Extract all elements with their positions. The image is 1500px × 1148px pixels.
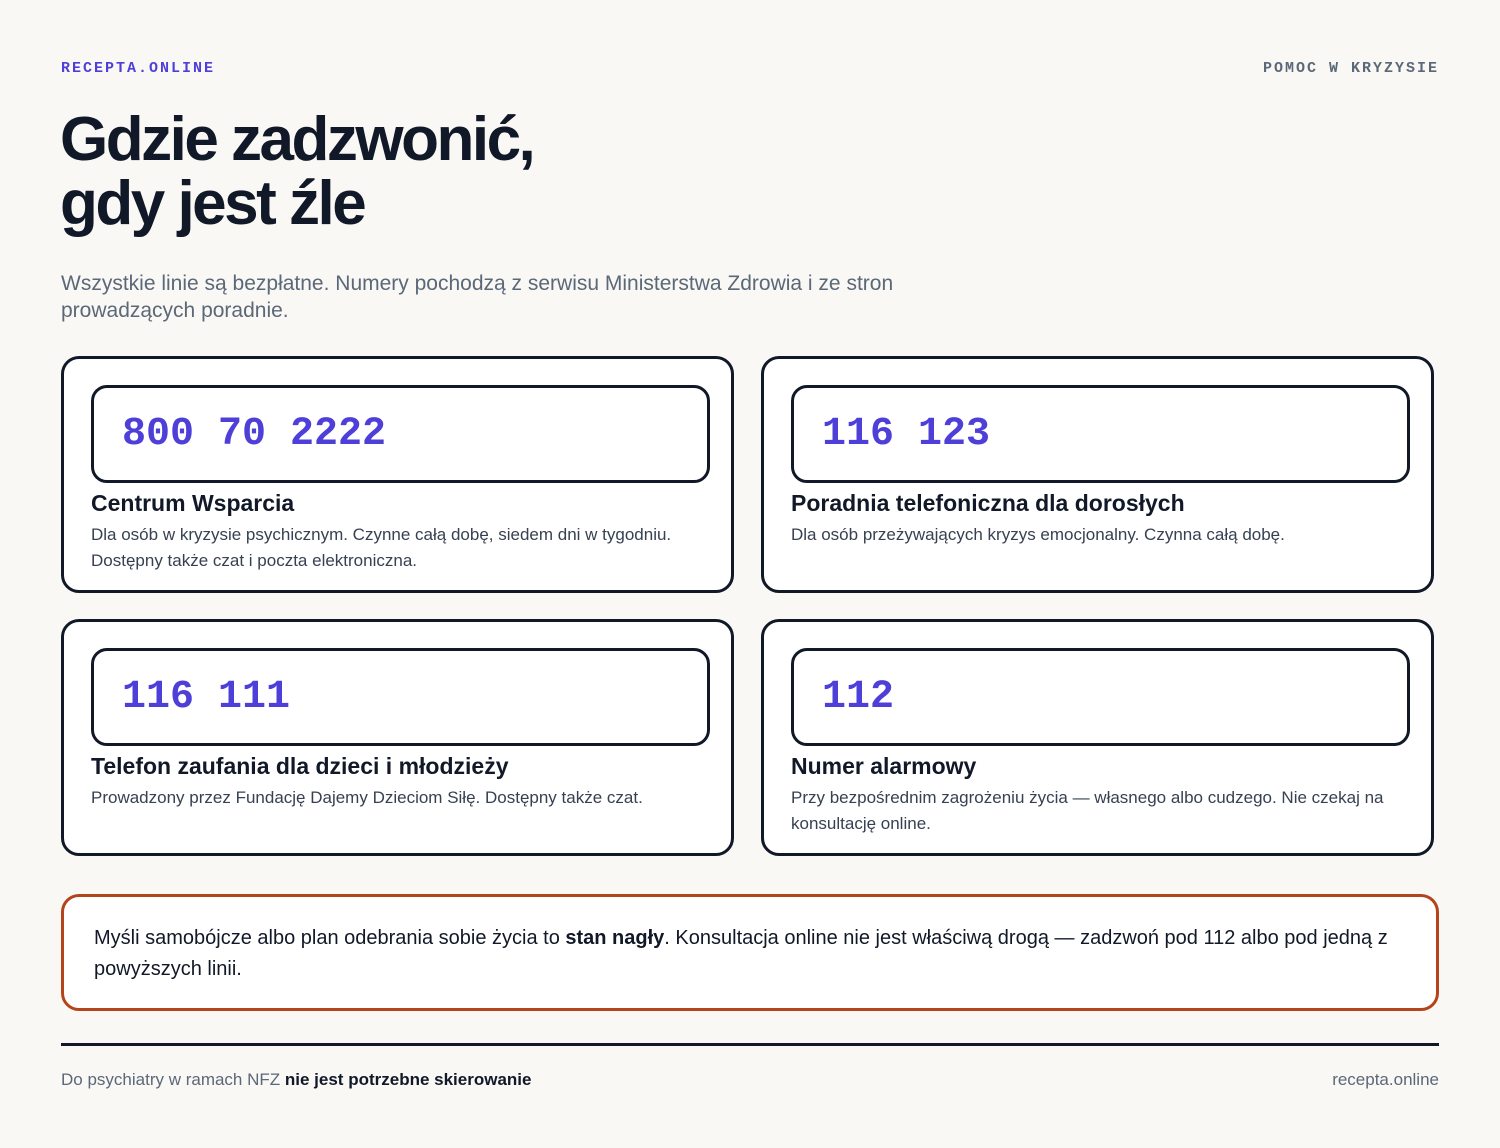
brand-wordmark[interactable]: RECEPTA.ONLINE	[61, 59, 216, 77]
helpline-description: Dla osób w kryzysie psychicznym. Czynne całą dobę, siedem dni w tygodniu. Dostępny także czat i poczta elektroniczna.	[91, 525, 672, 570]
helpline-description: Dla osób przeżywających kryzys emocjonalny. Czynna całą dobę.	[791, 525, 1285, 544]
helpline-description: Przy bezpośrednim zagrożeniu życia — własnego albo cudzego. Nie czekaj na konsultację online.	[791, 788, 1384, 833]
warning-text-before: Myśli samobójcze albo plan odebrania sobie życia to	[94, 927, 566, 949]
phone-number[interactable]: 116 111	[122, 674, 291, 720]
section-label: POMOC W KRYZYSIE	[1262, 59, 1439, 77]
helpline-card-adults	[761, 356, 1434, 593]
warning-emphasis: stan nagły	[565, 927, 665, 949]
helpline-card-children	[61, 619, 734, 856]
footer-note-prefix: Do psychiatry w ramach NFZ	[61, 1070, 285, 1089]
footer-site-link[interactable]: recepta.online	[1332, 1070, 1439, 1089]
helpline-card-emergency	[761, 619, 1434, 856]
helpline-title: Centrum Wsparcia	[91, 490, 295, 516]
page-title-line-1: Gdzie zadzwonić,	[60, 105, 534, 174]
footer-note-emphasis: nie jest potrzebne skierowanie	[284, 1070, 532, 1089]
helpline-title: Poradnia telefoniczna dla dorosłych	[791, 490, 1185, 516]
emergency-warning	[61, 894, 1439, 1011]
helpline-card-centrum-wsparcia	[61, 356, 734, 593]
top-bar	[61, 58, 1439, 78]
footer-divider	[61, 1043, 1439, 1046]
phone-number[interactable]: 800 70 2222	[122, 411, 387, 457]
page-title	[60, 105, 534, 238]
phone-number[interactable]: 116 123	[822, 411, 991, 457]
phone-number-box[interactable]	[791, 385, 1410, 483]
helpline-title: Numer alarmowy	[791, 753, 977, 779]
phone-number-box[interactable]	[91, 648, 710, 746]
phone-number-box[interactable]	[91, 385, 710, 483]
intro-text: Wszystkie linie są bezpłatne. Numery pochodzą z serwisu Ministerstwa Zdrowia i ze stron prowadzących poradnie.	[61, 272, 894, 322]
helpline-title: Telefon zaufania dla dzieci i młodzieży	[91, 753, 509, 779]
phone-number-box[interactable]	[791, 648, 1410, 746]
footer	[61, 1070, 1439, 1090]
phone-number[interactable]: 112	[822, 674, 895, 720]
footer-note	[61, 1070, 531, 1090]
helpline-description: Prowadzony przez Fundację Dajemy Dzieciom Siłę. Dostępny także czat.	[91, 788, 643, 807]
warning-text-after: . Konsultacja online nie jest właściwą drogą — zadzwoń pod 112 albo pod jedną z powyższych linii.	[94, 927, 1388, 980]
page-title-line-2: gdy jest źle	[60, 169, 365, 238]
